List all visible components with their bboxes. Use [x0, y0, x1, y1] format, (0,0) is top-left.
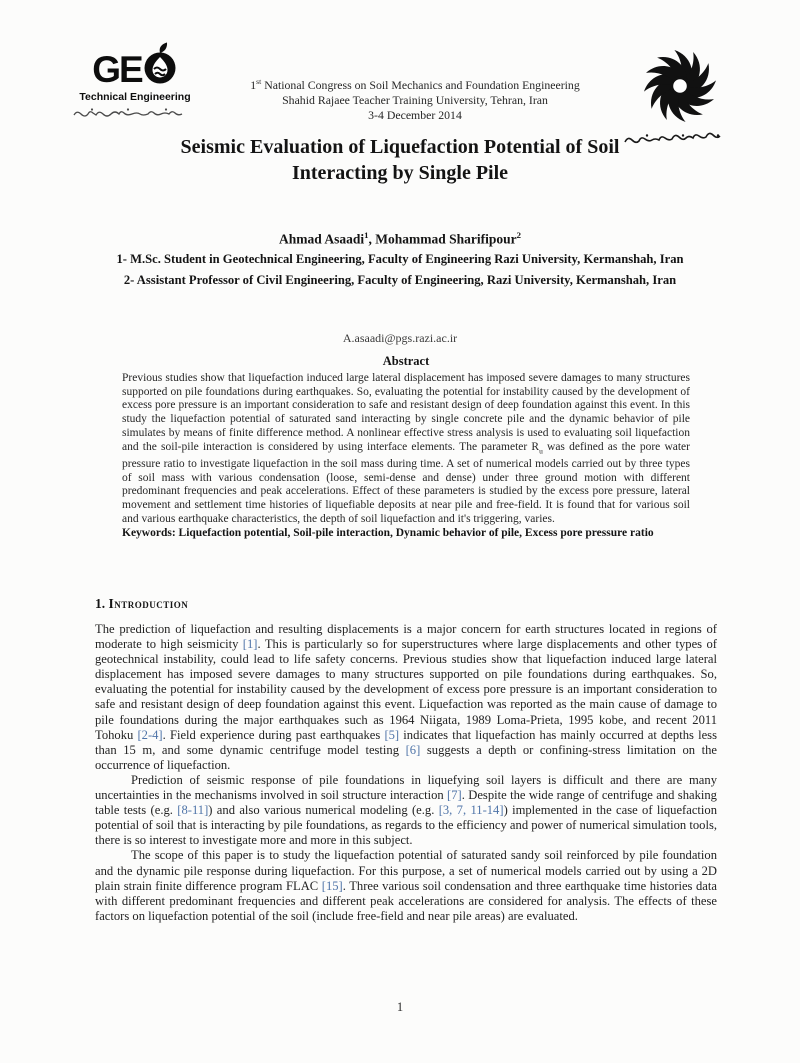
university-seal-emblem-icon	[640, 113, 720, 130]
section-title: Introduction	[108, 596, 189, 611]
geo-logo-o-icon	[142, 41, 178, 90]
affiliation-1: 1- M.Sc. Student in Geotechnical Engineering, Faculty of Engineering Razi University, Kermanshah, Iran	[116, 252, 684, 266]
keywords-line: Keywords: Liquefaction potential, Soil-pile interaction, Dynamic behavior of pile, Excess pore pressure ratio	[122, 526, 654, 539]
authors-line: Ahmad Asaadi$^1$, Mohammad Sharifipour$^2$	[278, 230, 522, 247]
author-email: A.asaadi@pgs.razi.ac.ir	[342, 331, 458, 345]
geo-logo-persian-script-icon	[55, 106, 215, 125]
geo-logo-subtitle: Technical Engineering	[79, 91, 191, 103]
section-heading-introduction	[95, 596, 188, 612]
intro-paragraph-2: Prediction of seismic response of pile foundations in liquefying soil layers is difficult and there are many uncertainties in the mechanisms involved in soil structure interaction [7]. Despite the wide range of centrifuge and shaking table tests (e.g. [8-11]) and also various numerical modeling (e.g. [3, 7, 11-14]) implemented in the case of liquefaction potential of soil that is interacting by pile foundations, as regards to the efficiency and power of numerical simulation tools, there is so interest to investigate more and more in this subject.	[95, 772, 718, 848]
geo-logo	[55, 44, 215, 125]
affiliation-2: 2- Assistant Professor of Civil Engineering, Faculty of Engineering, Razi University, Kermanshah, Iran	[123, 272, 677, 287]
page-number: 1	[396, 1000, 404, 1014]
paper-title: Seismic Evaluation of Liquefaction Potential of Soil Interacting by Single Pile	[180, 136, 620, 184]
intro-paragraph-3: The scope of this paper is to study the liquefaction potential of saturated sandy soil reinforced by pile foundation and the dynamic pile response during liquefaction. For this purpose, a set of numerical models carried out by using a 2D plain strain finite difference program FLAC [15]. Three various soil condensation and three earthquake time histories data with different predominant frequencies and different peak accelerations are considered for analysis. The effects of these factors on liquefaction potential of the soil (include free-field and near pile areas) are evaluated.	[95, 848, 717, 923]
section-number: 1.	[95, 596, 106, 611]
abstract-body: Previous studies show that liquefaction induced large lateral displacement has imposed severe damages to many structures supported on pile foundations during earthquakes. So, evaluating the potential for instability caused by the development of excess pore pressure is an important consideration to safe and resistant design of deep foundation against this event. In this study the liquefaction potential of saturated sand interacting by single concrete pile and the dynamic behavior of pile simulates by means of finite difference method. A nonlinear effective stress analysis is used to evaluating soil liquefaction and the soil-pile interaction is considered by using interface elements. The parameter $R_u$ was defined as the pore water pressure ratio to investigate liquefaction in the soil mass during time. A set of numerical models carried out by three types of soil mass with various condensation (loose, semi-dense and dense) under three ground motion with different predominant frequencies and peak accelerations. Effect of these parameters is studied by the excess pore pressure, lateral movement and settlement time histories of liquefiable deposits at near pile and free-field. It is found that for various soil and various earthquake characteristics, the depth of soil liquefaction and it's triggering, varies.	[122, 371, 690, 526]
geo-logo-text: GE	[92, 49, 142, 90]
abstract-section	[122, 355, 690, 541]
conference-line-3: 3-4 December 2014	[368, 107, 462, 122]
conference-info	[215, 44, 615, 123]
introduction-body	[95, 622, 717, 924]
abstract-heading: Abstract	[382, 354, 430, 368]
affiliations	[95, 252, 705, 293]
conference-line-1: 1st National Congress on Soil Mechanics and Foundation Engineering	[250, 77, 580, 92]
conference-line-2: Shahid Rajaee Teacher Training University, Tehran, Iran	[282, 92, 548, 107]
intro-paragraph-1: The prediction of liquefaction and resulting displacements is a major concern for earth structures located in regions of moderate to high seismicity [1]. This is particularly so for superstructures where large displacements and other types of geotechnical instability, could lead to life safety concerns. Previous studies show that liquefaction induced large lateral displacement has imposed severe damages to many structures supported on pile foundations during earthquakes. So, evaluating the potential for instability caused by the development of excess pore pressure is an important consideration to safe and resistant design of deep foundation against this event. Liquefaction was reported as the main cause of damage to pile foundations during the major earthquakes such as 1964 Niigata, 1989 Loma-Prieta, 1995 kobe, and recent 2011 Tohoku [2-4]. Field experience during past earthquakes [5] indicates that liquefaction has mainly occurred at depths less than 15 m, and some dynamic centrifuge model testing [6] suggests a depth or confining-stress limitation on the occurrence of liquefaction.	[95, 622, 718, 772]
geo-logo-wordmark	[55, 44, 215, 90]
